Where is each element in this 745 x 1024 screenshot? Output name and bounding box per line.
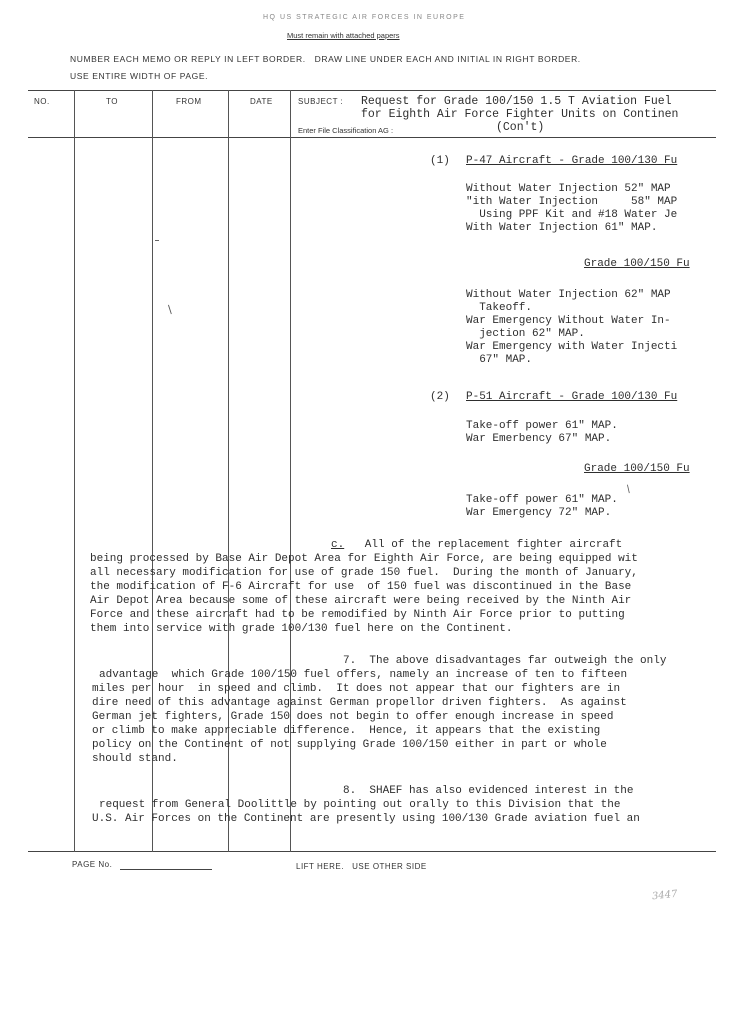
column-divider-no — [74, 90, 75, 852]
p51-spec-line: Take-off power 61" MAP. — [466, 494, 618, 506]
p47-heading: P-47 Aircraft - Grade 100/130 Fu — [466, 155, 678, 167]
footer-lift-here: LIFT HERE. USE OTHER SIDE — [296, 862, 427, 871]
p47-grade150-heading: Grade 100/150 Fu — [584, 258, 690, 270]
para-7-line: dire need of this advantage against German propellor driven fighters. As against — [92, 697, 627, 709]
column-no-heading: NO. — [34, 97, 50, 106]
subject-line-3: (Con't) — [496, 121, 545, 134]
pen-mark: / — [624, 483, 633, 496]
para-8-line: request from General Doolittle by pointing out orally to this Division that the — [99, 799, 621, 811]
p47-number: (1) — [430, 155, 450, 167]
para-7-line: or climb to make appreciable difference. Hence, it appears that the existing — [92, 725, 601, 737]
p51-heading: P-51 Aircraft - Grade 100/130 Fu — [466, 391, 678, 403]
header-organization: HQ US STRATEGIC AIR FORCES IN EUROPE — [263, 14, 466, 21]
para-c-line: the modification of F-6 Aircraft for use of 150 fuel was discontinued in the Base — [90, 581, 632, 593]
p47-spec-line: Without Water Injection 62" MAP — [466, 289, 671, 301]
p47-spec-line: jection 62" MAP. — [466, 328, 585, 340]
para-7-line: 7. The above disadvantages far outweigh the only — [343, 655, 667, 667]
para-7-line: German jet fighters, Grade 150 does not begin to offer enough increase in speed — [92, 711, 614, 723]
para-7-line: advantage which Grade 100/150 fuel offers, namely an increase of ten to fifteen — [99, 669, 628, 681]
header-rule — [28, 137, 716, 138]
p51-spec-line: War Emerbency 67" MAP. — [466, 433, 612, 445]
table-top-rule — [28, 90, 716, 91]
column-date-heading: DATE — [250, 97, 273, 106]
p51-number: (2) — [430, 391, 450, 403]
subject-line-1: Request for Grade 100/150 1.5 T Aviation Fuel — [361, 95, 672, 108]
p51-grade150-heading: Grade 100/150 Fu — [584, 463, 690, 475]
para-c-label: c. — [331, 539, 345, 551]
p47-spec-line: Takeoff. — [466, 302, 533, 314]
para-8-line: U.S. Air Forces on the Continent are presently using 100/130 Grade aviation fuel an — [92, 813, 640, 825]
pen-mark — [155, 240, 159, 241]
para-c-line: being processed by Base Air Depot Area for Eighth Air Force, are being equipped wit — [90, 553, 638, 565]
column-to-heading: TO — [106, 97, 118, 106]
p47-spec-line: Using PPF Kit and #18 Water Je — [466, 209, 678, 221]
page-number-blank — [120, 869, 212, 870]
p47-spec-line: With Water Injection 61" MAP. — [466, 222, 658, 234]
instruction-line-1: NUMBER EACH MEMO OR REPLY IN LEFT BORDER. DRAW LINE UNDER EACH AND INITIAL IN RIGHT BORDER. — [70, 54, 581, 64]
para-c-line: all necessary modification for use of grade 150 fuel. During the month of January, — [90, 567, 638, 579]
para-8-line: 8. SHAEF has also evidenced interest in the — [343, 785, 634, 797]
p47-spec-line: 67" MAP. — [466, 354, 533, 366]
instruction-line-2: USE ENTIRE WIDTH OF PAGE. — [70, 71, 209, 81]
page-number-label: PAGE No. — [72, 860, 113, 869]
table-bottom-rule — [28, 851, 716, 852]
p51-spec-line: War Emergency 72" MAP. — [466, 507, 612, 519]
must-remain-note: Must remain with attached papers — [287, 31, 400, 40]
para-7-line: policy on the Continent of not supplying Grade 100/150 either in part or whole — [92, 739, 607, 751]
p51-spec-line: Take-off power 61" MAP. — [466, 420, 618, 432]
p47-spec-line: Without Water Injection 52" MAP — [466, 183, 671, 195]
para-c-line: them into service with grade 100/130 fuel here on the Continent. — [90, 623, 513, 635]
p47-spec-line: War Emergency Without Water In- — [466, 315, 671, 327]
archive-pencil-mark: 3447 — [651, 888, 678, 903]
column-from-heading: FROM — [176, 97, 202, 106]
p47-spec-line: War Emergency with Water Injecti — [466, 341, 678, 353]
para-c-line: Force and these aircraft had to be remodified by Ninth Air Force prior to putting — [90, 609, 625, 621]
pen-mark: / — [164, 303, 176, 316]
file-classification-label: Enter File Classification AG : — [298, 126, 394, 135]
para-7-line: miles per hour in speed and climb. It does not appear that our fighters are in — [92, 683, 621, 695]
para-c-line: Air Depot Area because some of these aircraft were being received by the Ninth Air — [90, 595, 632, 607]
para-c-line: All of the replacement fighter aircraft — [345, 539, 623, 551]
subject-line-2: for Eighth Air Force Fighter Units on Continen — [361, 108, 679, 121]
para-7-line: should stand. — [92, 753, 178, 765]
column-subject-heading: SUBJECT : — [298, 97, 344, 106]
p47-spec-line: "ith Water Injection 58" MAP — [466, 196, 678, 208]
